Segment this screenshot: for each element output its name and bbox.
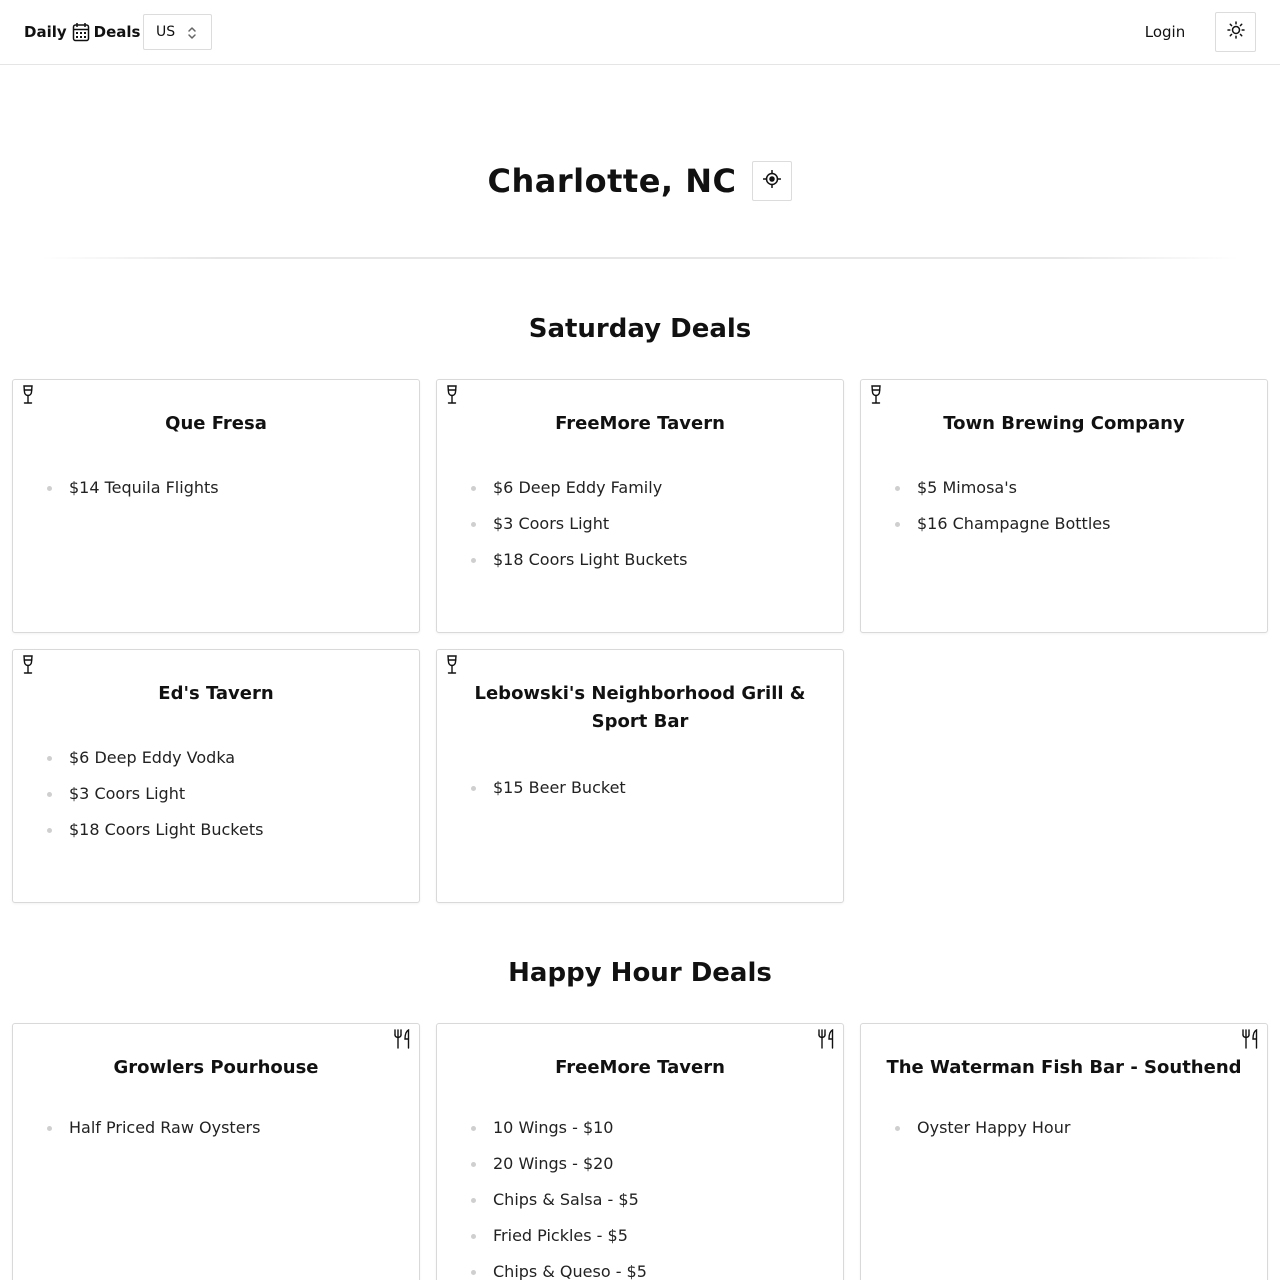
wine-glass-icon (21, 655, 35, 679)
deal-list (893, 1110, 1251, 1146)
deal-card[interactable] (436, 649, 844, 903)
navbar (0, 0, 1280, 65)
theme-toggle-button[interactable] (1215, 12, 1256, 52)
venue-name: FreeMore Tavern (555, 1057, 725, 1078)
deal-item: $14 Tequila Flights (45, 470, 403, 506)
venue-name: Ed's Tavern (158, 683, 274, 704)
deal-list (469, 770, 827, 806)
calendar-icon (72, 22, 90, 42)
wine-glass-icon (869, 385, 883, 409)
deal-item: $3 Coors Light (469, 506, 827, 542)
venue-name: Town Brewing Company (943, 413, 1185, 434)
deal-list (45, 740, 403, 848)
deal-card[interactable] (860, 1023, 1268, 1280)
deal-list (45, 1110, 403, 1146)
login-button[interactable]: Login (1144, 23, 1186, 41)
deal-item: $16 Champagne Bottles (893, 506, 1251, 542)
deal-item: $15 Beer Bucket (469, 770, 827, 806)
brand-logo[interactable] (24, 20, 140, 44)
deal-list (893, 470, 1251, 542)
deal-item: $18 Coors Light Buckets (469, 542, 827, 578)
deal-list (469, 1110, 827, 1280)
deal-item: Chips & Queso - $5 (469, 1254, 827, 1280)
country-select-value: US (156, 24, 176, 40)
deal-item: $6 Deep Eddy Family (469, 470, 827, 506)
deal-card[interactable] (436, 379, 844, 633)
deal-list (469, 470, 827, 578)
venue-name: Growlers Pourhouse (113, 1057, 319, 1078)
deal-item: $3 Coors Light (45, 776, 403, 812)
deal-item: Fried Pickles - $5 (469, 1218, 827, 1254)
wine-glass-icon (445, 655, 459, 679)
deal-item: Half Priced Raw Oysters (45, 1110, 403, 1146)
deal-item: Chips & Salsa - $5 (469, 1182, 827, 1218)
deal-item: 20 Wings - $20 (469, 1146, 827, 1182)
deal-card[interactable] (12, 1023, 420, 1280)
sun-icon (1227, 21, 1245, 43)
deal-item: $5 Mimosa's (893, 470, 1251, 506)
utensils-icon (393, 1029, 411, 1053)
section-title-happy-hour: Happy Hour Deals (508, 958, 772, 988)
chevron-up-down-icon (187, 25, 197, 45)
section-title-saturday: Saturday Deals (528, 314, 752, 344)
deal-card[interactable] (860, 379, 1268, 633)
crosshair-icon (763, 170, 781, 192)
venue-name: Que Fresa (165, 413, 267, 434)
divider (40, 257, 1240, 259)
venue-name: The Waterman Fish Bar - Southend (886, 1057, 1242, 1078)
country-select[interactable] (143, 14, 212, 50)
brand-text-deals: Deals (93, 23, 141, 41)
venue-name: FreeMore Tavern (555, 413, 725, 434)
venue-name: Lebowski's Neighborhood Grill & Sport Bar (474, 683, 806, 732)
deal-card[interactable] (12, 649, 420, 903)
deal-item: $6 Deep Eddy Vodka (45, 740, 403, 776)
deal-item: Oyster Happy Hour (893, 1110, 1251, 1146)
deal-card[interactable] (12, 379, 420, 633)
wine-glass-icon (21, 385, 35, 409)
brand-text-daily: Daily (24, 23, 67, 41)
deal-item: $18 Coors Light Buckets (45, 812, 403, 848)
utensils-icon (817, 1029, 835, 1053)
wine-glass-icon (445, 385, 459, 409)
deal-item: 10 Wings - $10 (469, 1110, 827, 1146)
deal-card[interactable] (436, 1023, 844, 1280)
locate-me-button[interactable] (752, 161, 792, 201)
deal-list (45, 470, 403, 506)
utensils-icon (1241, 1029, 1259, 1053)
location-header (0, 160, 1280, 202)
page-title: Charlotte, NC (487, 162, 737, 200)
